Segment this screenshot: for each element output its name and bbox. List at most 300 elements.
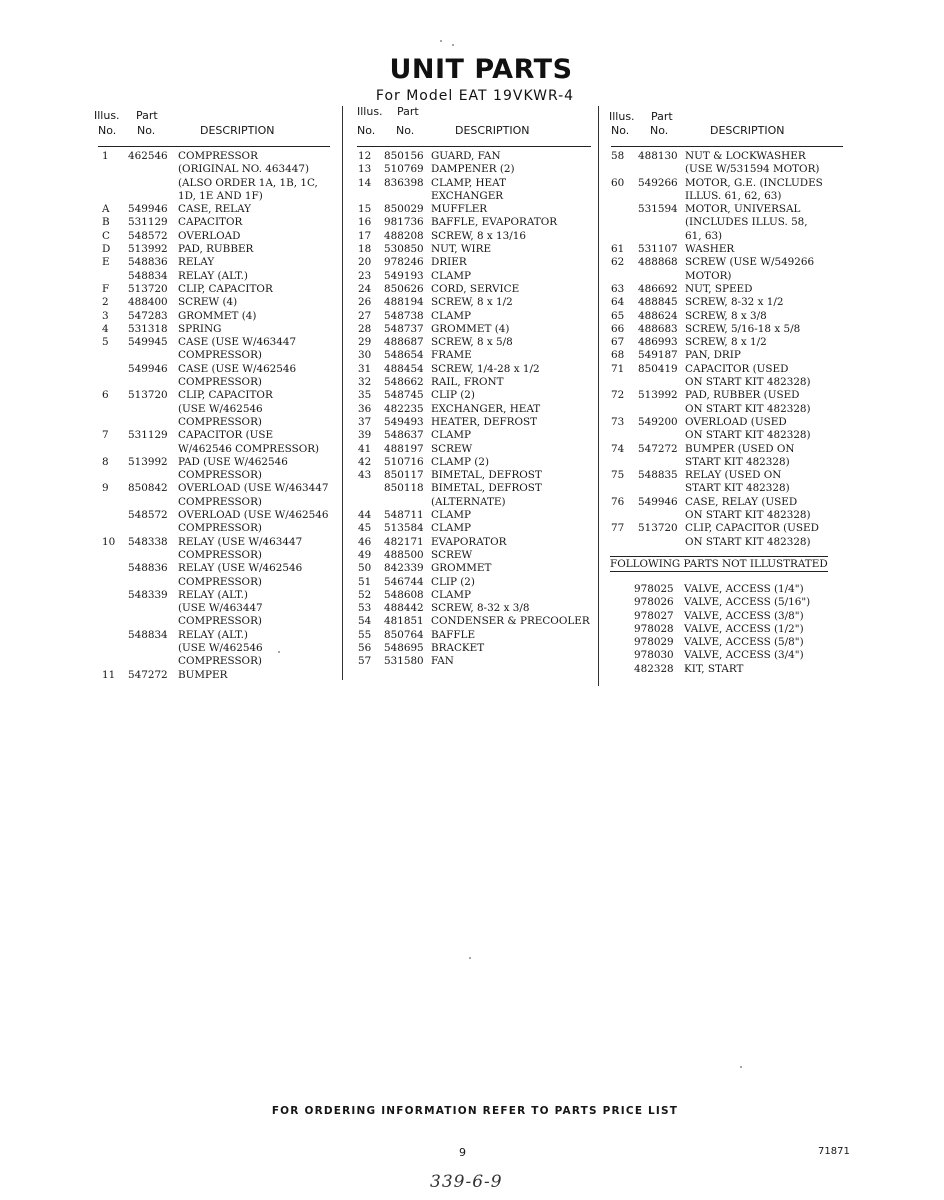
- illus-number: 1: [102, 150, 109, 162]
- table-row: [611, 522, 843, 549]
- table-row: [357, 403, 591, 416]
- part-number: 548711: [384, 509, 424, 522]
- table-row: [98, 363, 330, 390]
- illus-number: 3: [102, 309, 109, 322]
- table-row: [611, 443, 843, 470]
- part-description: NUT, WIRE: [431, 243, 492, 256]
- part-description: SCREW, 8 x 1/2: [685, 336, 767, 349]
- table-row: [610, 596, 810, 609]
- part-description: PAD (USE W/462546 COMPRESSOR): [178, 455, 288, 482]
- table-row: [357, 629, 591, 642]
- part-description: GROMMET (4): [431, 322, 510, 335]
- part-description: RELAY (ALT.) (USE W/462546 COMPRESSOR): [178, 628, 263, 668]
- illus-number: 17: [358, 229, 372, 242]
- part-description: MUFFLER: [431, 203, 488, 216]
- part-number: 488500: [384, 548, 424, 561]
- header-part: Part: [136, 109, 158, 122]
- illus-number: 45: [358, 522, 372, 535]
- illus-number: 62: [611, 256, 625, 269]
- part-description: OVERLOAD (USE W/462546 COMPRESSOR): [178, 509, 329, 535]
- table-row: [98, 230, 330, 243]
- illus-number: 29: [358, 336, 372, 349]
- part-number: 548572: [128, 229, 168, 242]
- illus-number: 57: [358, 655, 372, 668]
- table-row: [610, 663, 810, 676]
- table-row: [357, 230, 591, 243]
- illus-number: 2: [102, 296, 109, 309]
- part-description: WASHER: [685, 243, 735, 256]
- table-row: [98, 456, 330, 483]
- table-row: [610, 610, 810, 623]
- part-description: MOTOR, G.E. (INCLUDES ILLUS. 61, 62, 63): [685, 176, 823, 202]
- table-row: [611, 363, 843, 390]
- part-description: HEATER, DEFROST: [431, 415, 538, 428]
- part-number: 850626: [384, 282, 424, 295]
- illus-number: 10: [102, 535, 116, 548]
- part-number: 978028: [634, 622, 674, 635]
- part-number: 549200: [638, 415, 678, 428]
- column-header: [357, 107, 591, 147]
- part-number: 548737: [384, 322, 424, 335]
- illus-number: 56: [358, 641, 372, 654]
- illus-number: E: [102, 256, 110, 269]
- part-description: PAD, RUBBER: [178, 243, 254, 256]
- part-number: 488845: [638, 296, 678, 309]
- table-row: [357, 163, 591, 176]
- table-row: [357, 602, 591, 615]
- illus-number: 61: [611, 243, 625, 256]
- part-description: BAFFLE: [431, 628, 476, 641]
- header-illus-no: No.: [357, 124, 376, 137]
- part-number: 531107: [638, 243, 678, 256]
- part-description: BUMPER (USED ON START KIT 482328): [685, 442, 795, 468]
- part-number: 546744: [384, 575, 424, 588]
- table-row: [98, 669, 330, 682]
- part-number: 488194: [384, 296, 424, 309]
- part-description: NUT & LOCKWASHER (USE W/531594 MOTOR): [685, 150, 820, 176]
- parts-list: [357, 147, 591, 669]
- table-row: [357, 296, 591, 309]
- part-description: CAPACITOR (USED ON START KIT 482328): [685, 362, 811, 389]
- part-number: 548836: [128, 562, 168, 575]
- parts-column-1: [94, 107, 330, 682]
- part-number: 531129: [128, 429, 168, 442]
- part-description: SCREW, 8-32 x 1/2: [685, 296, 784, 309]
- part-description: SCREW, 1/4-28 x 1/2: [431, 362, 540, 375]
- ordering-footer: FOR ORDERING INFORMATION REFER TO PARTS PRICE LIST: [271, 1105, 679, 1117]
- part-number: 850842: [128, 482, 168, 495]
- part-number: 549187: [638, 349, 678, 362]
- part-description: SCREW: [431, 548, 473, 561]
- part-description: SCREW (USE W/549266 MOTOR): [685, 256, 815, 282]
- table-row: [357, 323, 591, 336]
- part-number: 488624: [638, 309, 678, 322]
- page-title: UNIT PARTS: [389, 54, 573, 85]
- illus-number: 46: [358, 535, 372, 548]
- illus-number: 28: [358, 322, 372, 335]
- table-row: [611, 256, 843, 283]
- table-row: [611, 349, 843, 362]
- table-row: [357, 615, 591, 628]
- part-description: OVERLOAD: [178, 229, 241, 242]
- part-description: CLAMP, HEAT EXCHANGER: [431, 176, 506, 202]
- header-illus: Illus.: [609, 110, 635, 123]
- part-description: SCREW (4): [178, 296, 238, 309]
- table-row: [357, 150, 591, 163]
- part-number: 488868: [638, 256, 678, 269]
- table-row: [611, 203, 843, 243]
- illus-number: 75: [611, 469, 625, 482]
- table-row: [357, 216, 591, 229]
- part-description: BAFFLE, EVAPORATOR: [431, 216, 558, 229]
- illus-number: 12: [358, 150, 372, 162]
- table-row: [357, 549, 591, 562]
- part-description: VALVE, ACCESS (1/2"): [684, 622, 804, 635]
- part-number: 486993: [638, 336, 678, 349]
- part-description: KIT, START: [684, 662, 744, 675]
- table-row: [98, 429, 330, 456]
- column-header: [611, 107, 843, 147]
- handwritten-note: 339-6-9: [430, 1172, 503, 1192]
- part-number: 548738: [384, 309, 424, 322]
- part-number: 548338: [128, 535, 168, 548]
- table-row: [610, 623, 810, 636]
- part-number: 488442: [384, 602, 424, 615]
- part-number: 978026: [634, 596, 674, 609]
- table-row: [357, 642, 591, 655]
- part-number: 548662: [384, 376, 424, 389]
- part-description: CLIP (2): [431, 575, 475, 588]
- table-row: [357, 336, 591, 349]
- header-part: Part: [651, 110, 673, 123]
- part-number: 547283: [128, 309, 168, 322]
- part-number: 978025: [634, 583, 674, 595]
- illus-number: 20: [358, 256, 372, 269]
- illus-number: F: [102, 282, 110, 295]
- illus-number: 4: [102, 322, 109, 335]
- part-number: 549266: [638, 176, 678, 189]
- illus-number: 65: [611, 309, 625, 322]
- part-number: 481851: [384, 615, 424, 628]
- part-description: VALVE, ACCESS (1/4"): [684, 583, 804, 595]
- illus-number: 50: [358, 562, 372, 575]
- table-row: [611, 496, 843, 523]
- illus-number: D: [102, 243, 111, 256]
- part-description: RELAY (USE W/462546 COMPRESSOR): [178, 562, 303, 588]
- table-row: [611, 283, 843, 296]
- illus-number: 42: [358, 455, 372, 468]
- part-number: 978027: [634, 609, 674, 622]
- part-number: 547272: [638, 442, 678, 455]
- part-number: 549193: [384, 269, 424, 282]
- illus-number: 74: [611, 442, 625, 455]
- table-row: [98, 283, 330, 296]
- table-row: [357, 576, 591, 589]
- part-description: GROMMET (4): [178, 309, 257, 322]
- table-row: [98, 336, 330, 363]
- part-number: 486692: [638, 282, 678, 295]
- part-number: 531129: [128, 216, 168, 229]
- part-number: 548637: [384, 429, 424, 442]
- header-illus: Illus.: [357, 105, 383, 118]
- illus-number: 13: [358, 163, 372, 176]
- table-row: [357, 482, 591, 509]
- part-description: BIMETAL, DEFROST: [431, 469, 542, 482]
- table-row: [357, 349, 591, 362]
- part-number: 549493: [384, 415, 424, 428]
- part-number: 547272: [128, 668, 168, 681]
- illus-number: 24: [358, 282, 372, 295]
- part-description: GROMMET: [431, 562, 492, 575]
- illus-number: 41: [358, 442, 372, 455]
- table-row: [98, 310, 330, 323]
- table-row: [357, 363, 591, 376]
- model-subtitle: For Model EAT 19VKWR-4: [375, 88, 575, 104]
- table-row: [98, 629, 330, 669]
- illus-number: 67: [611, 336, 625, 349]
- part-number: 548572: [128, 509, 168, 522]
- part-description: CLIP, CAPACITOR: [178, 282, 273, 295]
- part-number: 978246: [384, 256, 424, 269]
- part-description: RELAY (ALT.) (USE W/463447 COMPRESSOR): [178, 588, 263, 628]
- part-number: 548695: [384, 641, 424, 654]
- illus-number: 37: [358, 415, 372, 428]
- scan-speck: [469, 957, 471, 959]
- table-row: [98, 270, 330, 283]
- illus-number: 71: [611, 362, 625, 375]
- table-row: [611, 416, 843, 443]
- part-description: CASE, RELAY (USED ON START KIT 482328): [685, 495, 811, 522]
- table-row: [357, 416, 591, 429]
- table-row: [98, 150, 330, 203]
- part-description: RAIL, FRONT: [431, 376, 504, 389]
- column-divider: [598, 106, 599, 686]
- part-number: 462546: [128, 150, 168, 162]
- table-row: [357, 389, 591, 402]
- part-description: DRIER: [431, 256, 467, 269]
- part-description: RELAY (USE W/463447 COMPRESSOR): [178, 535, 303, 561]
- part-number: 850118: [384, 482, 424, 495]
- illus-number: 14: [358, 176, 372, 189]
- illus-number: 44: [358, 509, 372, 522]
- table-row: [357, 536, 591, 549]
- part-number: 548654: [384, 349, 424, 362]
- header-part-no: No.: [137, 124, 156, 137]
- part-description: CAPACITOR: [178, 216, 243, 229]
- part-number: 978029: [634, 636, 674, 649]
- table-row: [357, 509, 591, 522]
- parts-column-2: [357, 107, 591, 669]
- illus-number: 35: [358, 389, 372, 402]
- part-number: 482171: [384, 535, 424, 548]
- part-description: SCREW: [431, 442, 473, 455]
- part-description: CLIP, CAPACITOR (USED ON START KIT 482328): [685, 522, 819, 548]
- part-description: CLIP, CAPACITOR (USE W/462546 COMPRESSOR): [178, 389, 273, 428]
- table-row: [357, 522, 591, 535]
- part-description: FAN: [431, 655, 454, 668]
- illus-number: 63: [611, 282, 625, 295]
- table-row: [357, 469, 591, 482]
- part-number: 548608: [384, 588, 424, 601]
- part-number: 488687: [384, 336, 424, 349]
- header-part: Part: [397, 105, 419, 118]
- part-description: VALVE, ACCESS (5/8"): [684, 636, 804, 649]
- part-number: 513720: [128, 282, 168, 295]
- table-row: [611, 389, 843, 416]
- part-number: 488130: [638, 150, 678, 162]
- part-number: 850764: [384, 628, 424, 641]
- part-description: NUT, SPEED: [685, 282, 753, 295]
- part-description: CLAMP: [431, 429, 471, 442]
- illus-number: 9: [102, 482, 109, 495]
- part-number: 981736: [384, 216, 424, 229]
- illus-number: 58: [611, 150, 625, 162]
- table-row: [98, 482, 330, 509]
- part-number: 836398: [384, 176, 424, 189]
- part-number: 488454: [384, 362, 424, 375]
- part-description: EXCHANGER, HEAT: [431, 402, 541, 415]
- header-description: DESCRIPTION: [200, 124, 275, 137]
- illus-number: 49: [358, 548, 372, 561]
- scan-speck: [452, 44, 454, 46]
- part-description: SCREW, 5/16-18 x 5/8: [685, 322, 801, 335]
- part-description: COMPRESSOR (ORIGINAL NO. 463447) (ALSO ORDER 1A, 1B, 1C, 1D, 1E AND 1F): [178, 150, 318, 202]
- part-number: 850419: [638, 362, 678, 375]
- part-description: CLAMP: [431, 269, 471, 282]
- illus-number: 43: [358, 469, 372, 482]
- header-illus-no: No.: [611, 124, 630, 137]
- table-row: [98, 296, 330, 309]
- table-row: [98, 256, 330, 269]
- illus-number: A: [102, 203, 110, 216]
- parts-list: [98, 147, 330, 682]
- part-number: 548835: [638, 469, 678, 482]
- illus-number: 60: [611, 176, 625, 189]
- table-row: [357, 443, 591, 456]
- header-part-no: No.: [650, 124, 669, 137]
- part-number: 488400: [128, 296, 168, 309]
- table-row: [610, 636, 810, 649]
- illus-number: 23: [358, 269, 372, 282]
- part-description: CASE (USE W/463447 COMPRESSOR): [178, 336, 297, 362]
- part-number: 510716: [384, 455, 424, 468]
- illus-number: 6: [102, 389, 109, 402]
- table-row: [357, 655, 591, 668]
- part-description: EVAPORATOR: [431, 535, 507, 548]
- table-row: [98, 536, 330, 563]
- not-illustrated-heading: FOLLOWING PARTS NOT ILLUSTRATED: [610, 558, 828, 570]
- part-description: GUARD, FAN: [431, 150, 501, 162]
- part-number: 549946: [638, 495, 678, 508]
- document-number: 71871: [818, 1146, 850, 1157]
- part-description: SCREW, 8 x 3/8: [685, 309, 767, 322]
- table-row: [98, 216, 330, 229]
- illus-number: 5: [102, 336, 109, 349]
- illus-number: C: [102, 229, 110, 242]
- table-row: [611, 296, 843, 309]
- part-description: CLAMP (2): [431, 455, 490, 468]
- table-row: [611, 336, 843, 349]
- part-number: 488208: [384, 229, 424, 242]
- table-row: [611, 323, 843, 336]
- table-row: [611, 310, 843, 323]
- table-row: [611, 177, 843, 204]
- column-header: [94, 107, 330, 147]
- table-row: [98, 389, 330, 429]
- parts-list: [611, 147, 843, 549]
- illus-number: 18: [358, 243, 372, 256]
- illus-number: 16: [358, 216, 372, 229]
- illus-number: 27: [358, 309, 372, 322]
- part-number: 978030: [634, 649, 674, 662]
- part-number: 513992: [638, 389, 678, 402]
- table-row: [357, 270, 591, 283]
- not-illustrated-list: [610, 583, 810, 676]
- part-number: 510769: [384, 163, 424, 176]
- part-number: 548834: [128, 269, 168, 282]
- table-row: [610, 583, 810, 596]
- part-number: 513992: [128, 455, 168, 468]
- part-description: BRACKET: [431, 641, 485, 654]
- part-description: RELAY (USED ON START KIT 482328): [685, 469, 790, 495]
- illus-number: 51: [358, 575, 372, 588]
- part-number: 850029: [384, 203, 424, 216]
- illus-number: B: [102, 216, 110, 229]
- table-row: [98, 203, 330, 216]
- table-row: [357, 589, 591, 602]
- part-number: 549946: [128, 362, 168, 375]
- part-number: 513584: [384, 522, 424, 535]
- part-number: 482235: [384, 402, 424, 415]
- part-description: VALVE, ACCESS (3/8"): [684, 609, 804, 622]
- part-description: CORD, SERVICE: [431, 282, 520, 295]
- table-row: [98, 509, 330, 536]
- part-number: 531318: [128, 322, 168, 335]
- table-row: [357, 310, 591, 323]
- table-row: [610, 649, 810, 662]
- illus-number: 8: [102, 455, 109, 468]
- illus-number: 55: [358, 628, 372, 641]
- illus-number: 66: [611, 322, 625, 335]
- part-description: CASE (USE W/462546 COMPRESSOR): [178, 362, 297, 389]
- illus-number: 53: [358, 602, 372, 615]
- part-description: OVERLOAD (USE W/463447 COMPRESSOR): [178, 482, 329, 508]
- part-description: CLAMP: [431, 509, 471, 522]
- header-part-no: No.: [396, 124, 415, 137]
- part-number: 513720: [128, 389, 168, 402]
- illus-number: 39: [358, 429, 372, 442]
- table-row: [611, 469, 843, 496]
- part-number: 488197: [384, 442, 424, 455]
- part-number: 530850: [384, 243, 424, 256]
- part-number: 842339: [384, 562, 424, 575]
- part-number: 549946: [128, 203, 168, 216]
- part-description: VALVE, ACCESS (3/4"): [684, 649, 804, 662]
- part-description: SCREW, 8 x 13/16: [431, 229, 526, 242]
- illus-number: 32: [358, 376, 372, 389]
- illus-number: 76: [611, 495, 625, 508]
- header-illus-no: No.: [98, 124, 117, 137]
- header-description: DESCRIPTION: [710, 124, 785, 137]
- part-number: 513992: [128, 243, 168, 256]
- part-number: 548745: [384, 389, 424, 402]
- illus-number: 30: [358, 349, 372, 362]
- table-row: [611, 243, 843, 256]
- part-description: CASE, RELAY: [178, 203, 252, 216]
- part-number: 531594: [638, 203, 678, 216]
- part-number: 482328: [634, 662, 674, 675]
- illus-number: 7: [102, 429, 109, 442]
